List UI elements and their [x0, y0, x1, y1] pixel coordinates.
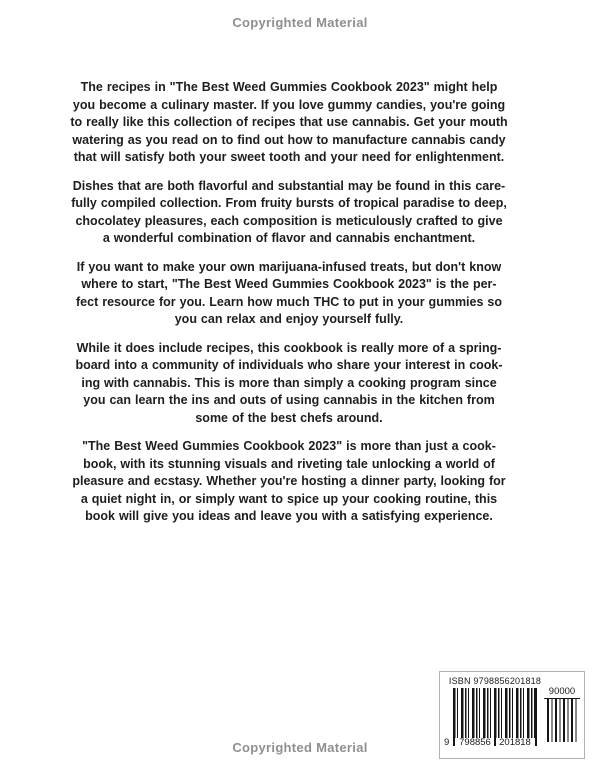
body-text-line: a wonderful combination of flavor and cannabis enchantment. [102, 231, 476, 245]
isbn-number-label: ISBN 9798856201818 [448, 676, 542, 686]
body-text-line: watering as you read on to find out how to manufacture cannabis candy [72, 132, 506, 147]
ean-digit-group: 798856 [459, 737, 491, 748]
body-text-line: chocolatey pleasures, each composition is meticulously crafted to give [75, 213, 503, 228]
barcode-guard-bar [535, 688, 537, 746]
body-text-line: fect resource for you. Learn how much THC to put in your gummies so [76, 294, 502, 309]
body-text-line: If you want to make your own marijuana-infused treats, but don't know [76, 259, 502, 274]
body-text-line: you become a culinary master. If you love gummy candies, you're going [72, 97, 506, 112]
body-text-line: that will satisfy both your sweet tooth and your need for enlightenment. [73, 150, 505, 164]
paragraph [57, 259, 521, 329]
copyright-watermark-bottom: Copyrighted Material [232, 740, 368, 755]
paragraph [57, 178, 521, 248]
copyright-watermark-top: Copyrighted Material [232, 15, 368, 30]
ean-digit-group: 201818 [499, 737, 531, 748]
paragraph [57, 79, 521, 167]
body-text-line: where to start, "The Best Weed Gummies Cookbook 2023" is the per- [81, 277, 497, 291]
paragraph [57, 438, 521, 526]
body-text-line: book will give you ideas and leave you with a satisfying experience. [85, 509, 493, 523]
body-text-line: book, with its stunning visuals and riveting tale unlocking a world of [83, 456, 495, 471]
addon-barcode [547, 699, 578, 742]
body-text-line: fully compiled collection. From fruity bursts of tropical paradise to deep, [71, 196, 507, 210]
body-text-line: you can relax and enjoy yourself fully. [174, 312, 404, 326]
body-text-line: to really like this collection of recipes that use cannabis. Get your mouth [70, 115, 508, 129]
body-text-line: you can learn the ins and outs of using cannabis in the kitchen from [83, 393, 495, 407]
body-text-line: pleasure and ecstasy. Whether you're hosting a dinner party, looking for [72, 474, 506, 488]
body-text-line: "The Best Weed Gummies Cookbook 2023" is more than just a cook- [82, 439, 496, 453]
body-text-line: a quiet night in, or simply want to spice up your cooking routine, this [80, 491, 498, 506]
ean-lead-digit: 9 [444, 737, 450, 748]
body-text-line: Dishes that are both flavorful and substantial may be found in this care- [72, 178, 506, 193]
body-text-line: some of the best chefs around. [195, 410, 383, 425]
body-text-line: While it does include recipes, this cookbook is really more of a spring- [76, 340, 502, 355]
barcode-addon-value: 90000 [544, 686, 580, 699]
body-text-line: board into a community of individuals who share your interest in cook- [75, 358, 503, 372]
back-cover-description [57, 79, 521, 537]
body-text-line: ing with cannabis. This is more than simply a cooking program since [81, 375, 497, 390]
body-text-line: The recipes in "The Best Weed Gummies Cookbook 2023" might help [80, 80, 498, 94]
paragraph [57, 340, 521, 428]
